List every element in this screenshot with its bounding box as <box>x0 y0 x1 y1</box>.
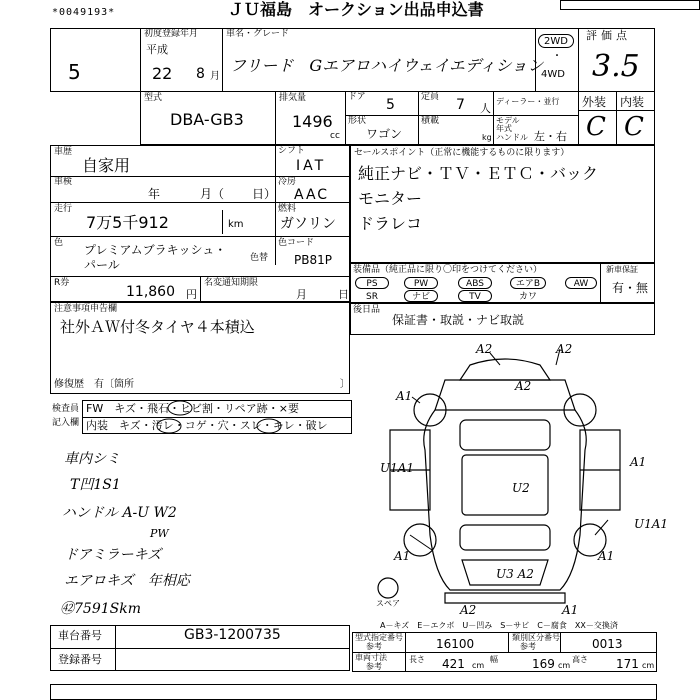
plate-label: 登録番号 <box>58 653 102 666</box>
equip-pw: PW <box>404 277 438 289</box>
equip-leather: カワ <box>518 292 537 302</box>
handwritten-note-7: ㊷7591Skm <box>60 601 141 617</box>
recycle-unit: 円 <box>186 288 197 301</box>
damage-legend: A－キズ E－エクボ U－凹み S－サビ C－腐食 XX－交換済 <box>380 621 618 630</box>
shift-value: IAT <box>296 158 327 174</box>
color-code-value: PB81P <box>294 253 332 267</box>
inspector-label-1: 検査員 <box>52 404 80 414</box>
chassis-label: 車台番号 <box>58 629 102 642</box>
mark-a2-bumper: A2 <box>460 603 477 617</box>
car-type-label: 車歴 <box>54 147 73 157</box>
equip-aw: AW <box>565 277 597 289</box>
equip-ps: PS <box>355 277 389 289</box>
equip-airbag: エアB <box>510 277 546 289</box>
model-name-label: 車名・グレード <box>226 29 290 39</box>
mark-a1-bumper-right: A1 <box>562 603 579 617</box>
color-change-label: 色替 <box>250 253 269 263</box>
type-number-ref: 参考 <box>366 642 382 651</box>
capacity-unit: 人 <box>480 102 491 115</box>
fuel-value: ガソリン <box>280 216 336 232</box>
corner-box <box>560 0 700 10</box>
recycle-value: 11,860 <box>126 284 175 300</box>
inspector-label-2: 記入欄 <box>52 418 80 428</box>
mileage-label: 走行 <box>54 204 73 214</box>
handwritten-note-1: 車内シミ <box>64 451 120 467</box>
load-label: 積載 <box>421 116 440 126</box>
displacement-label: 排気量 <box>279 93 307 103</box>
class-number-label: 類別区分番号 <box>512 633 560 642</box>
selling-points-line3: ドラレコ <box>358 214 423 233</box>
inspection-day-unit: 日） <box>252 187 277 201</box>
model-name-value: フリード Gエアロハイウェイエディション <box>230 56 544 75</box>
mileage-unit: km <box>228 219 244 230</box>
documents-value: 保証書・取説・ナビ取説 <box>392 313 525 327</box>
displacement-value: 1496 <box>292 112 333 131</box>
exterior-label: 外装 <box>582 95 607 109</box>
height-value: 171 <box>616 657 639 671</box>
width-value: 169 <box>532 657 555 671</box>
mark-u1a1-left: U1A1 <box>380 461 415 475</box>
handwritten-note-4: PW <box>150 527 169 540</box>
aircon-value: AAC <box>294 187 330 203</box>
damage-diagram <box>350 335 655 625</box>
registration-era: 平成 <box>146 43 168 56</box>
handle-label: ハンドル <box>496 133 528 142</box>
notes-label: 注意事項申告欄 <box>54 304 118 314</box>
width-unit: cm <box>558 661 571 670</box>
shape-value: ワゴン <box>366 127 403 141</box>
inspector-row-2: 内装 キズ・汚レ・コゲ・穴・スレ・キレ・破レ <box>86 419 328 432</box>
score-label: 評価点 <box>586 29 631 42</box>
mark-a1-left-front: A1 <box>396 389 413 403</box>
model-code-value: DBA-GB3 <box>170 110 244 129</box>
registration-month-unit: 月 <box>210 71 220 82</box>
fuel-label: 燃料 <box>278 204 297 214</box>
aircon-label: 冷房 <box>278 177 297 187</box>
inspector-row-1: FW キズ・飛石・ヒビ割・リペア跡・×要 <box>86 402 299 415</box>
dealer-label: ディーラー・並行 <box>496 97 560 106</box>
doors-label: ドア <box>348 92 366 102</box>
handwritten-note-3: ハンドル A-U W2 <box>62 505 177 521</box>
color-code-label: 色コード <box>278 238 315 248</box>
registration-year: 22 <box>152 64 173 83</box>
equip-navi: ナビ <box>404 290 438 302</box>
handle-value: 左・右 <box>534 130 567 143</box>
model-code-label: 型式 <box>144 93 163 103</box>
height-unit: cm <box>642 661 655 670</box>
mark-u2-roof: U2 <box>512 481 530 495</box>
spare-label: スペア <box>376 599 400 608</box>
chassis-value: GB3-1200735 <box>184 627 281 643</box>
registration-label: 初度登録年月 <box>144 29 199 39</box>
handwritten-note-2: T凹1S1 <box>70 477 121 493</box>
drive-4wd: 4WD <box>541 69 565 80</box>
car-type-value: 自家用 <box>82 156 131 175</box>
inspection-year-unit: 年 <box>148 187 161 201</box>
name-change-day: 日 <box>338 288 349 301</box>
selling-points-line1: 純正ナビ・ＴＶ・ＥＴＣ・バック <box>358 164 599 183</box>
color-value-line1: プレミアムブラキッシュ・ <box>84 243 227 257</box>
color-value-line2: パール <box>84 258 120 272</box>
lot-number: 5 <box>68 60 81 84</box>
equip-sr: SR <box>366 292 378 302</box>
handwritten-note-5: ドアミラーキズ <box>64 547 162 563</box>
repair-history-end: 〕 <box>340 379 350 390</box>
mark-a1-right-rear: A1 <box>598 549 615 563</box>
serial-number: *0049193* <box>52 7 116 18</box>
shape-label: 形状 <box>348 116 367 126</box>
load-unit: kg <box>482 133 492 142</box>
equip-abs: ABS <box>458 277 492 289</box>
mileage-value: 7万5千912 <box>86 213 169 232</box>
new-car-warranty-value: 有・無 <box>612 281 649 295</box>
selling-points-label: セールスポイント（正常に機能するものに限ります） <box>354 148 570 158</box>
mark-a2-hood: A2 <box>515 379 532 393</box>
handwritten-note-6: エアロキズ 年相応 <box>64 573 190 589</box>
mark-a1-left-rear: A1 <box>394 549 411 563</box>
mark-u3a2-rear: U3 A2 <box>496 567 534 581</box>
registration-month: 8 <box>196 66 205 82</box>
length-label: 長さ <box>409 655 425 664</box>
class-number-ref: 参考 <box>520 642 536 651</box>
model-year-label: モデル年式 <box>496 116 520 133</box>
mark-a2-front-right: A2 <box>556 342 573 356</box>
name-change-label: 名変通知期限 <box>204 278 259 288</box>
size-label: 車両寸法 <box>355 653 387 662</box>
color-label: 色 <box>54 238 64 248</box>
inspection-label: 車検 <box>54 177 73 187</box>
new-car-warranty-label: 新車保証 <box>606 265 638 274</box>
capacity-value: 7 <box>456 97 465 113</box>
size-ref: 参考 <box>366 662 382 671</box>
repair-history-label: 修復歴 有〔箇所 <box>54 379 134 390</box>
mark-a2-front-left: A2 <box>476 342 493 356</box>
exterior-grade: C <box>586 112 606 142</box>
mark-u1a1-right: U1A1 <box>634 517 669 531</box>
selling-points-line2: モニター <box>358 189 423 208</box>
drive-2wd: 2WD <box>538 34 574 48</box>
height-label: 高さ <box>572 655 588 664</box>
bottom-strip <box>50 684 657 700</box>
mark-a1-right: A1 <box>630 455 647 469</box>
drive-separator: ・ <box>552 51 562 62</box>
type-number-value: 16100 <box>436 637 475 651</box>
recycle-label: R券 <box>54 278 70 288</box>
score-value: 3.5 <box>592 49 640 84</box>
displacement-unit: cc <box>330 131 340 141</box>
length-value: 421 <box>442 657 465 671</box>
shift-label: シフト <box>278 146 306 156</box>
inspector-circles <box>82 400 352 434</box>
length-unit: cm <box>472 661 485 670</box>
interior-grade: C <box>624 112 644 142</box>
equip-tv: TV <box>458 290 492 302</box>
width-label: 幅 <box>490 655 498 664</box>
notes-value: 社外ＡＷ付冬タイヤ４本積込 <box>60 318 255 336</box>
doors-value: 5 <box>386 97 395 113</box>
equipment-label: 装備品（純正品に限り〇印をつけてください） <box>353 265 543 275</box>
inspection-month-unit: 月（ <box>200 187 225 201</box>
interior-label: 内装 <box>620 95 645 109</box>
documents-label: 後日品 <box>353 305 381 315</box>
type-number-label: 型式指定番号 <box>355 633 403 642</box>
name-change-month: 月 <box>296 288 307 301</box>
class-number-value: 0013 <box>592 637 623 651</box>
form-title: ＪＵ福島 オークション出品申込書 <box>228 0 484 19</box>
capacity-label: 定員 <box>421 92 440 102</box>
